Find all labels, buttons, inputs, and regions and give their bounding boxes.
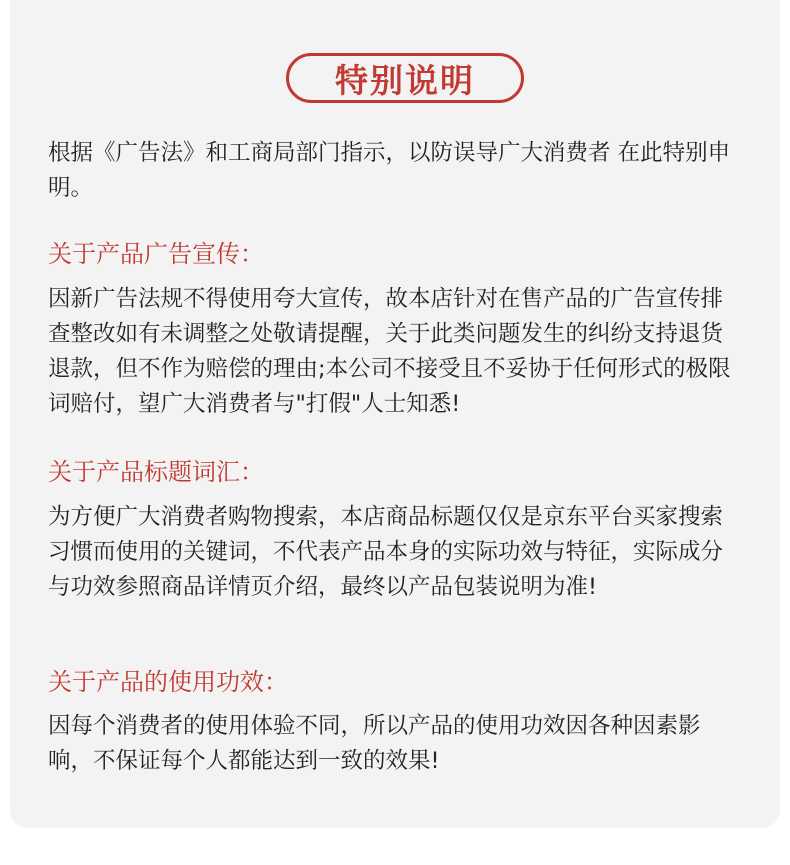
section-body-advertising: 因新广告法规不得使用夸大宣传，故本店针对在售产品的广告宣传排查整改如有未调整之处敬请提醒，关于此类问题发生的纠纷支持退货退款，但不作为赔偿的理由;本公司不接受且不妥协于任何形式的极限词赔付，望广大消费者与"打假"人士知悉! — [48, 286, 731, 417]
section-body-title-terms: 为方便广大消费者购物搜索，本店商品标题仅仅是京东平台买家搜索习惯而使用的关键词，不代表产品本身的实际功效与特征，实际成分与功效参照商品详情页介绍，最终以产品包装说明为准! — [48, 504, 724, 600]
notice-card — [10, 0, 780, 828]
intro-text: 根据《广告法》和工商局部门指示，以防误导广大消费者 在此特别申明。 — [48, 140, 731, 201]
section-body-efficacy: 因每个消费者的使用体验不同，所以产品的使用功效因各种因素影响，不保证每个人都能达到一致的效果! — [48, 713, 701, 774]
section-heading-efficacy: 关于产品的使用功效： — [48, 668, 288, 696]
section-heading-advertising: 关于产品广告宣传： — [48, 240, 264, 268]
notice-title: 特别说明 — [286, 53, 524, 103]
section-heading-title-terms: 关于产品标题词汇： — [48, 458, 264, 486]
